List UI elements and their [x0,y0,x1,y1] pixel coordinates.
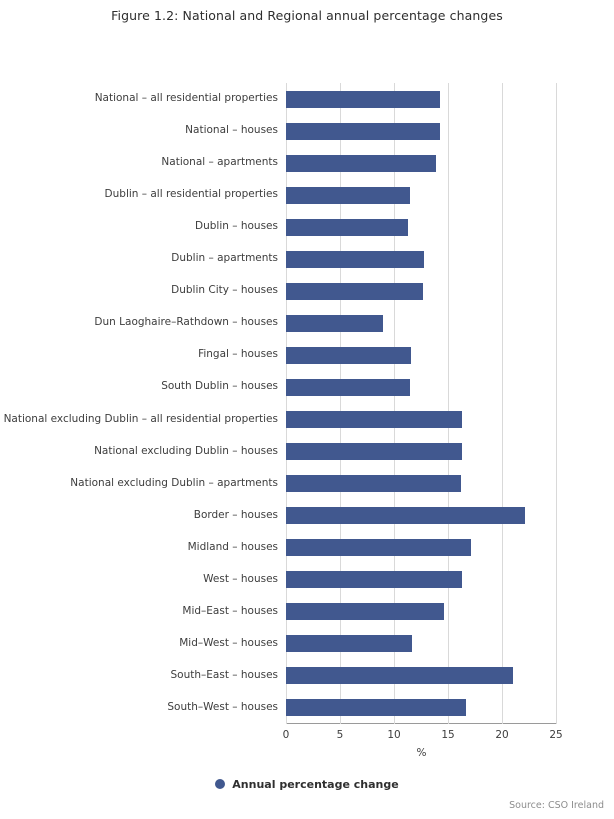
category-label: National – apartments [161,156,278,169]
category-label: Dublin – houses [195,220,278,233]
bar[interactable] [286,603,444,620]
category-label: National – houses [185,124,278,137]
bar-row [170,660,556,692]
bar[interactable] [286,251,424,268]
category-label: South–East – houses [170,668,278,681]
bar-row [198,339,556,371]
category-label: National excluding Dublin – apartments [70,476,278,489]
bar-row [161,147,556,179]
category-label: West – houses [203,572,278,585]
category-label: Border – houses [193,508,278,521]
bar-row [182,596,556,628]
bar[interactable] [286,507,525,524]
x-tick-label: 20 [495,729,509,741]
bar[interactable] [286,571,462,588]
bar[interactable] [286,315,383,332]
category-label: Dublin – apartments [171,252,278,265]
gridline [556,83,557,724]
bar[interactable] [286,443,462,460]
category-label: National excluding Dublin – houses [94,444,278,457]
bar-row [185,115,556,147]
bar-row [167,692,556,724]
category-label: Mid–East – houses [182,604,278,617]
bar[interactable] [286,187,410,204]
category-label: Midland – houses [187,540,278,553]
x-tick-label: 15 [441,729,455,741]
page-title: Figure 1.2: National and Regional annual percentage changes [111,8,503,23]
x-tick-label: 0 [282,729,290,741]
bar-row [161,371,556,403]
category-label: Dun Laoghaire–Rathdown – houses [94,316,278,329]
bar-series [3,83,556,724]
bar[interactable] [286,91,440,108]
x-axis-title: % [416,747,427,759]
bar-row [171,275,556,307]
x-tick-label: 5 [336,729,344,741]
bar-row [70,468,556,500]
category-label: National – all residential properties [94,92,278,104]
bar-row [195,211,556,243]
category-label: South–West – houses [167,700,278,713]
bar[interactable] [286,699,466,716]
bar-row [179,628,556,660]
plot-area [3,83,563,759]
bar[interactable] [286,123,440,140]
category-label: Mid–West – houses [179,636,278,649]
bar[interactable] [286,635,412,652]
bar[interactable] [286,283,423,300]
bar-row [3,404,556,436]
category-label: Dublin City – houses [171,284,278,297]
bar[interactable] [286,411,462,428]
bar-row [171,243,556,275]
legend-marker-icon [215,779,225,789]
category-label: Fingal – houses [198,348,278,361]
bar[interactable] [286,667,513,684]
bar[interactable] [286,539,471,556]
category-label: Dublin – all residential properties [104,188,278,201]
bar-row [187,532,556,564]
bar-row [203,564,556,596]
x-tick-label: 25 [549,729,563,741]
legend-label: Annual percentage change [232,778,399,791]
bar[interactable] [286,475,461,492]
category-label: National excluding Dublin – all residential properties [3,412,278,425]
x-tick-label: 10 [387,729,401,741]
category-label: South Dublin – houses [161,380,278,393]
bar[interactable] [286,347,411,364]
bar[interactable] [286,379,410,396]
bar[interactable] [286,219,408,236]
bar-row [193,500,556,532]
chart-legend [0,778,614,791]
bar[interactable] [286,155,436,172]
source-note: Source: CSO Ireland [509,800,604,811]
bar-row [94,307,556,339]
bar-row [94,83,556,115]
bar-row [94,436,556,468]
bar-row [104,179,556,211]
